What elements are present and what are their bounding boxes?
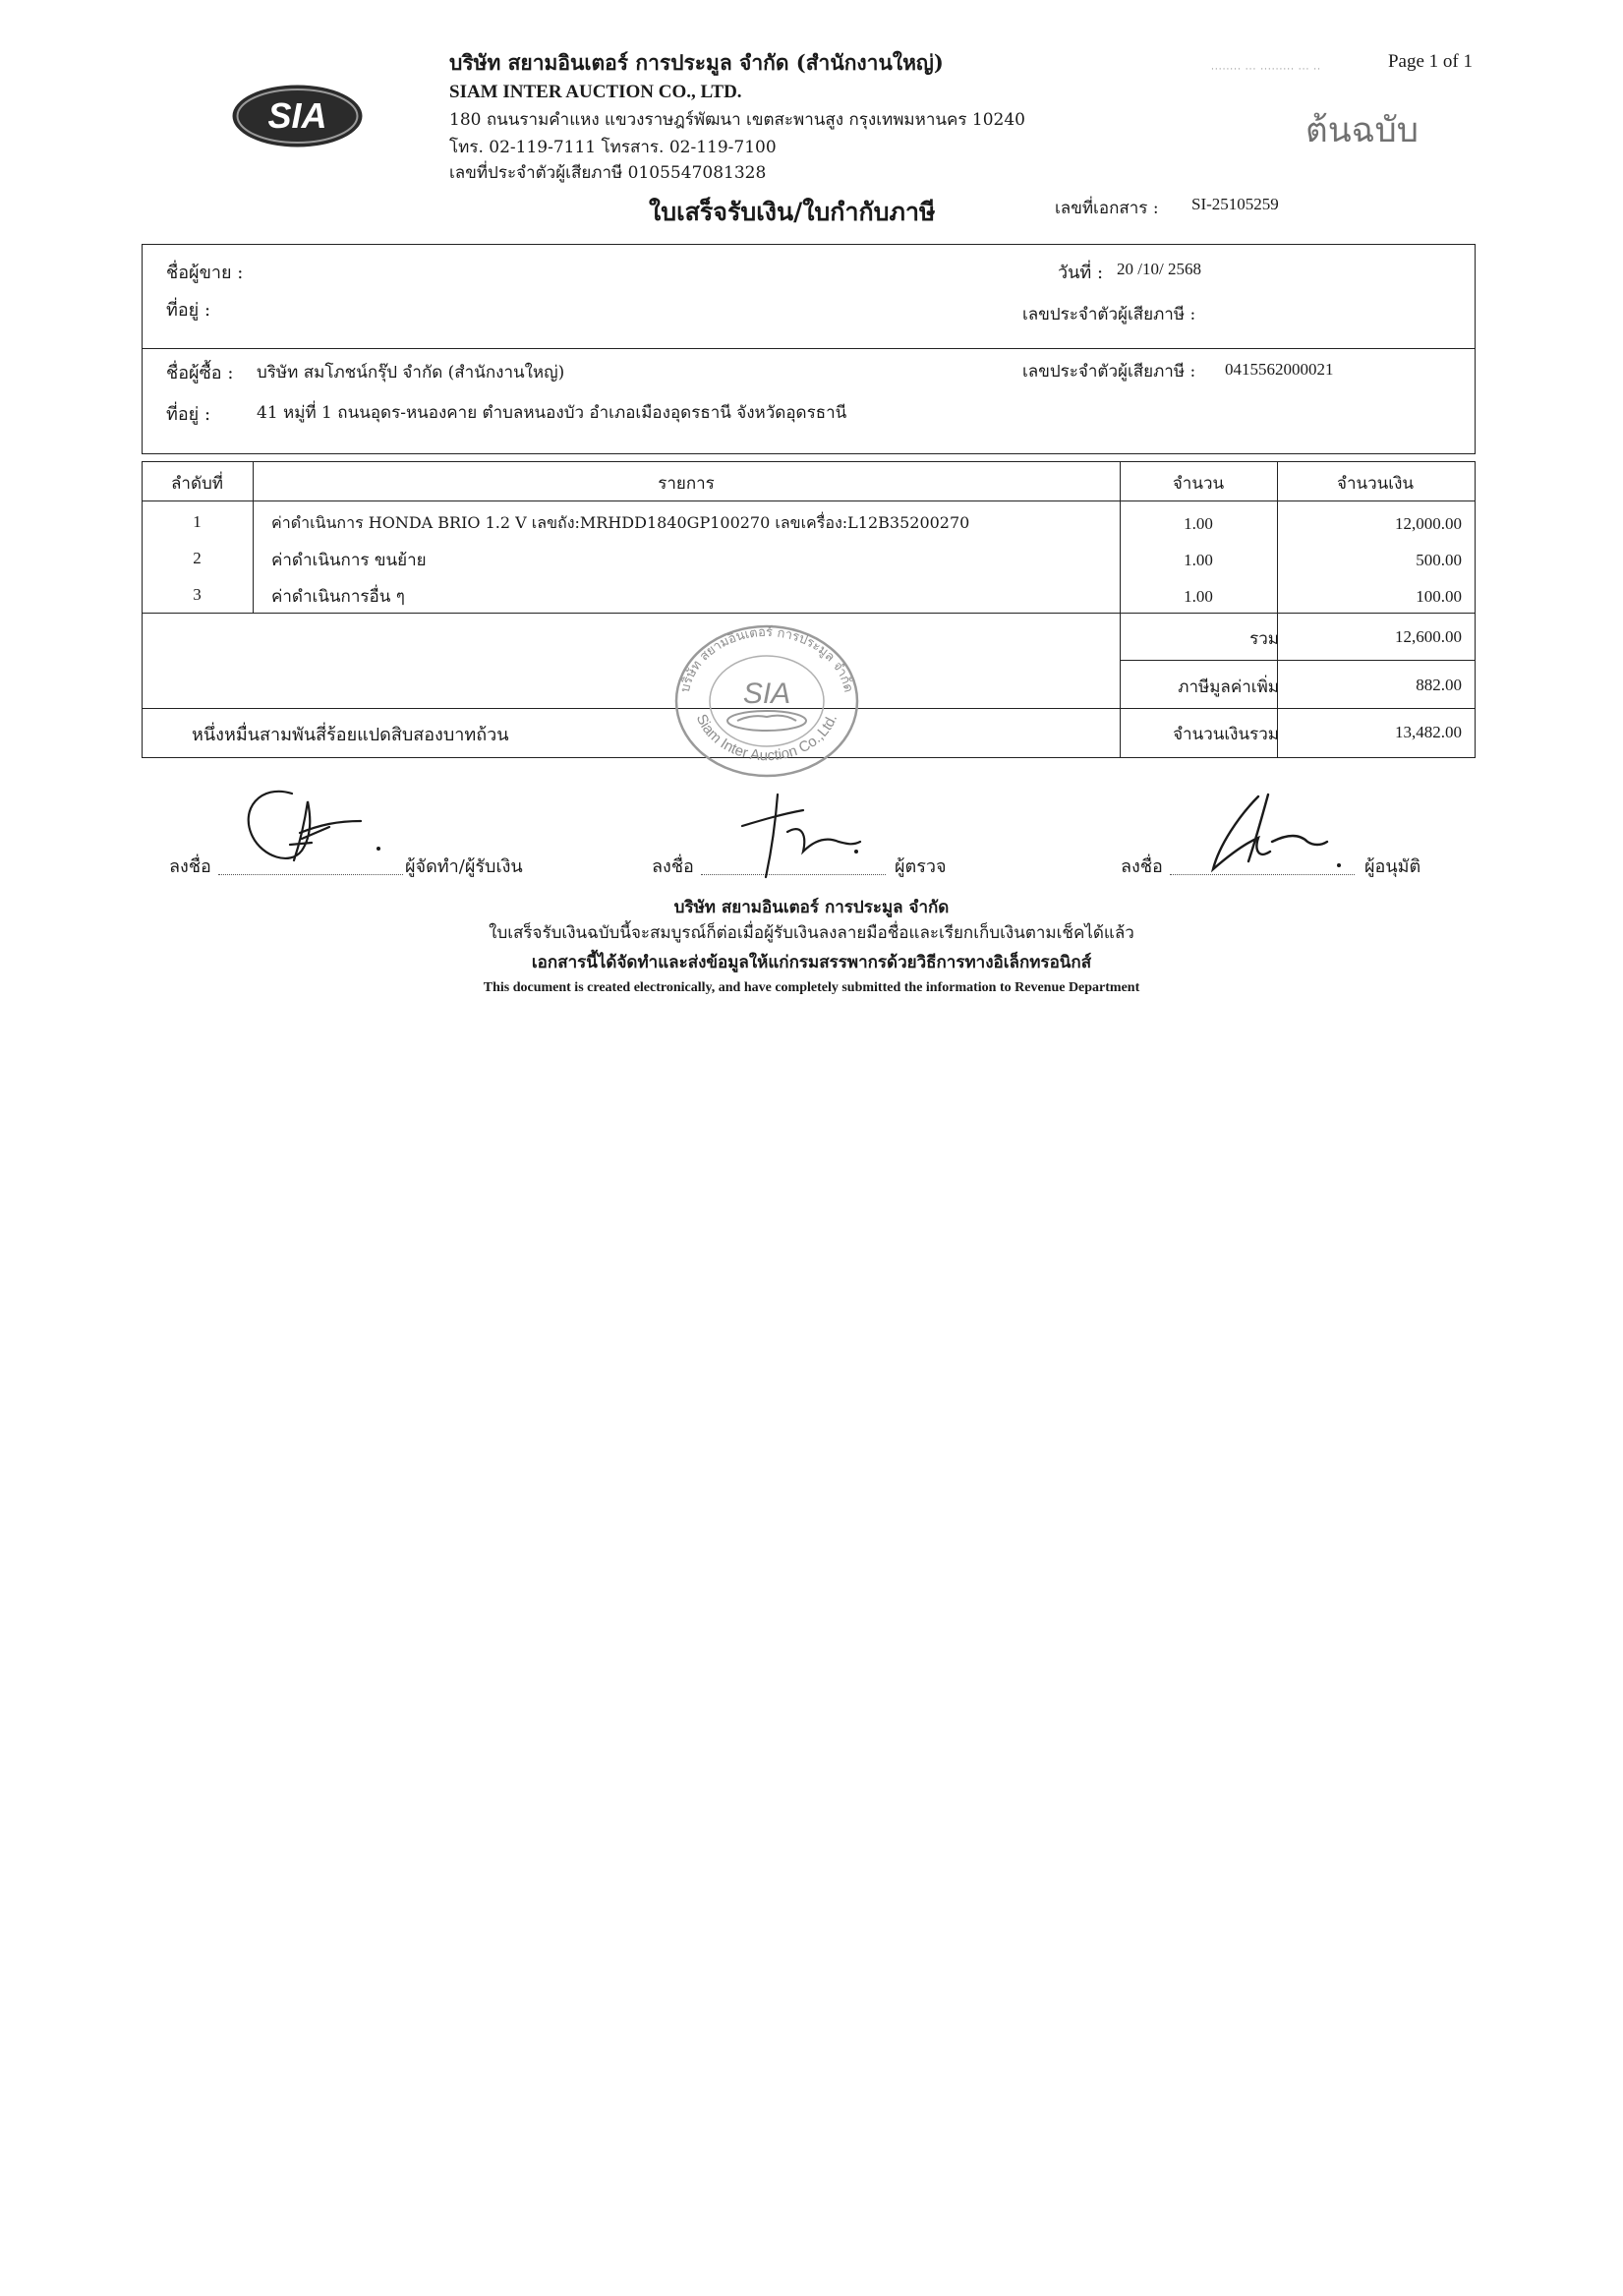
document-number: SI-25105259	[1191, 195, 1279, 213]
row-1-amount: 12,000.00	[1395, 514, 1462, 533]
buyer-tax-id: 0415562000021	[1225, 360, 1334, 379]
seller-tax-label: เลขประจำตัวผู้เสียภาษี :	[1022, 305, 1196, 324]
seal-bottom-text: Siam Inter Auction Co.,Ltd.	[692, 711, 841, 765]
row-3-amount: 100.00	[1416, 587, 1462, 606]
company-tax-id: เลขที่ประจำตัวผู้เสียภาษี 0105547081328	[449, 163, 767, 183]
row-1-description: ค่าดำเนินการ HONDA BRIO 1.2 V เลขถัง:MRHDD1840GP100270 เลขเครื่อง:L12B35200270	[271, 513, 970, 532]
date-label: วันที่ :	[1058, 263, 1104, 283]
company-name-th: บริษัท สยามอินเตอร์ การประมูล จำกัด (สำนักงานใหญ่)	[449, 50, 944, 75]
signature-1-role: ผู้จัดทำ/ผู้รับเงิน	[405, 856, 523, 877]
total-amount: 13,482.00	[1395, 723, 1462, 741]
footer-note: ใบเสร็จรับเงินฉบับนี้จะสมบูรณ์ก็ต่อเมื่อผู้รับเงินลงลายมือชื่อและเรียกเก็บเงินตามเช็คได้แล้ว	[489, 923, 1134, 943]
amount-in-words: หนึ่งหมื่นสามพันสี่ร้อยแปดสิบสองบาทถ้วน	[192, 725, 509, 745]
signature-2-prefix: ลงชื่อ	[652, 856, 694, 877]
table-body-divider	[142, 613, 1476, 614]
document-number-label: เลขที่เอกสาร :	[1055, 199, 1159, 218]
subtotal-amount: 12,600.00	[1395, 627, 1462, 646]
subtotal-divider	[1120, 660, 1476, 661]
signature-1-scribble	[231, 782, 398, 880]
row-2-no: 2	[193, 549, 202, 567]
buyer-address: 41 หมู่ที่ 1 ถนนอุดร-หนองคาย ตำบลหนองบัว อำเภอเมืองอุดรธานี จังหวัดอุดรธานี	[257, 403, 847, 423]
seller-name-label: ชื่อผู้ขาย :	[166, 263, 244, 283]
company-seal-stamp	[664, 615, 870, 782]
buyer-name: บริษัท สมโภชน์กรุ๊ป จำกัด (สำนักงานใหญ่)	[257, 363, 565, 383]
table-header-divider	[142, 500, 1476, 501]
signature-2-scribble	[723, 787, 890, 885]
footer-company: บริษัท สยามอินเตอร์ การประมูล จำกัด	[673, 898, 950, 917]
vat-amount: 882.00	[1416, 676, 1462, 694]
row-2-amount: 500.00	[1416, 551, 1462, 569]
party-divider	[142, 348, 1476, 349]
row-1-quantity: 1.00	[1184, 514, 1213, 533]
col-divider-desc	[1120, 461, 1121, 758]
col-divider-qty	[1277, 461, 1278, 758]
row-3-quantity: 1.00	[1184, 587, 1213, 606]
page-indicator: Page 1 of 1	[1387, 51, 1473, 72]
row-2-description: ค่าดำเนินการ ขนย้าย	[271, 551, 427, 570]
col-header-no: ลำดับที่	[170, 474, 223, 494]
document-title: ใบเสร็จรับเงิน/ใบกำกับภาษี	[649, 198, 936, 226]
logo-text: SIA	[267, 95, 327, 136]
buyer-address-label: ที่อยู่ :	[166, 404, 211, 425]
signature-3-scribble	[1189, 787, 1362, 885]
seal-logo-text: SIA	[742, 677, 791, 710]
row-3-description: ค่าดำเนินการอื่น ๆ	[271, 587, 405, 607]
col-header-quantity: จำนวน	[1172, 474, 1225, 494]
company-name-en: SIAM INTER AUCTION CO., LTD.	[449, 82, 742, 102]
footer-electronic-en: This document is created electronically, and have completely submitted the information to Revenue Department	[483, 980, 1140, 995]
company-phone: โทร. 02-119-7111 โทรสาร. 02-119-7100	[449, 138, 777, 157]
signature-3-prefix: ลงชื่อ	[1121, 856, 1163, 877]
total-label: จำนวนเงินรวม	[1173, 725, 1279, 744]
footer-electronic-th: เอกสารนี้ได้จัดทำและส่งข้อมูลให้แก่กรมสรรพากรด้วยวิธีการทางอิเล็กทรอนิกส์	[531, 953, 1092, 972]
col-header-description: รายการ	[658, 474, 715, 494]
buyer-tax-label: เลขประจำตัวผู้เสียภาษี :	[1022, 362, 1196, 382]
seal-top-text: บริษัท สยามอินเตอร์ การประมูล จำกัด	[677, 624, 856, 694]
row-1-no: 1	[193, 512, 202, 531]
signature-3-role: ผู้อนุมัติ	[1364, 856, 1421, 877]
row-2-quantity: 1.00	[1184, 551, 1213, 569]
vat-label: ภาษีมูลค่าเพิ่ม	[1178, 677, 1279, 697]
row-3-no: 3	[193, 585, 202, 604]
document-date: 20 /10/ 2568	[1117, 260, 1201, 278]
buyer-name-label: ชื่อผู้ซื้อ :	[166, 363, 234, 383]
col-header-amount: จำนวนเงิน	[1336, 474, 1415, 494]
original-mark: ต้นฉบับ	[1305, 111, 1419, 150]
original-mark-tag: ········ ··· ········· ··· ··	[1211, 65, 1321, 75]
company-address: 180 ถนนรามคำแหง แขวงราษฎร์พัฒนา เขตสะพานสูง กรุงเทพมหานคร 10240	[449, 110, 1025, 130]
subtotal-label: รวม	[1249, 629, 1279, 649]
signature-2-role: ผู้ตรวจ	[895, 856, 947, 877]
signature-1-prefix: ลงชื่อ	[169, 856, 211, 877]
seller-address-label: ที่อยู่ :	[166, 300, 211, 321]
company-logo	[231, 84, 364, 148]
